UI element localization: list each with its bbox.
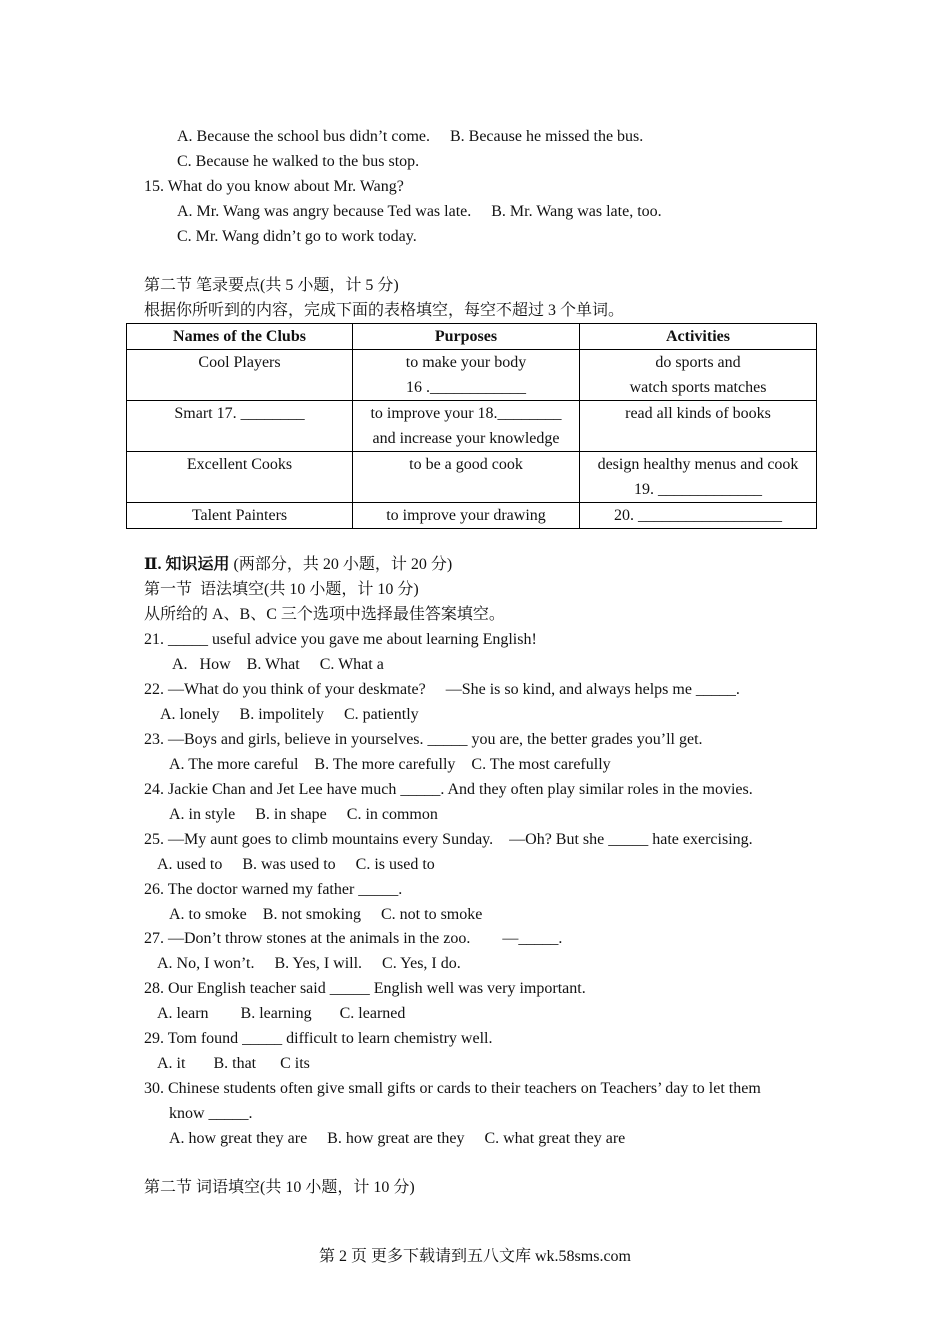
q14-options-line2: C. Because he walked to the bus stop. <box>177 153 420 170</box>
club-purpose <box>353 350 580 401</box>
activity-line: design healthy menus and cook <box>597 456 799 473</box>
table-header-row <box>127 324 817 350</box>
activity-line: do sports and <box>655 354 741 371</box>
purpose-line: and increase your knowledge <box>372 430 560 447</box>
purpose-blank-16: 16 .____________ <box>406 379 526 396</box>
purpose-blank-18: to improve your 18.________ <box>370 405 562 422</box>
part2-heading <box>144 552 452 577</box>
table-row <box>127 452 817 503</box>
q26-options: A. to smoke B. not smoking C. not to smoke <box>169 906 483 923</box>
club-name: Excellent Cooks <box>127 452 353 503</box>
q28-stem: 28. Our English teacher said _____ English well was very important. <box>144 980 586 997</box>
activity-blank-20: 20. __________________ <box>580 503 817 529</box>
part2-title: Ⅱ. 知识运用 <box>144 556 230 573</box>
club-activity <box>580 350 817 401</box>
header-activities: Activities <box>580 324 817 350</box>
part2-title-note: (两部分，共 20 小题，计 20 分) <box>233 556 453 573</box>
section2-instruction: 根据你所听到的内容，完成下面的表格填空，每空不超过 3 个单词。 <box>144 302 625 319</box>
purpose-line: to be a good cook <box>409 456 523 473</box>
q21-stem: 21. _____ useful advice you gave me about learning English! <box>144 631 537 648</box>
club-name: Talent Painters <box>127 503 353 529</box>
clubs-table <box>126 323 817 529</box>
activity-line: watch sports matches <box>629 379 767 396</box>
q28-options: A. learn B. learning C. learned <box>157 1005 406 1022</box>
club-activity <box>580 401 817 452</box>
q22-stem: 22. —What do you think of your deskmate? —She is so kind, and always helps me _____. <box>144 681 740 698</box>
q29-options: A. it B. that C its <box>157 1055 310 1072</box>
sec1-title: 第一节 语法填空(共 10 小题，计 10 分) <box>144 581 419 598</box>
header-names: Names of the Clubs <box>127 324 353 350</box>
q24-options: A. in style B. in shape C. in common <box>169 806 438 823</box>
q26-stem: 26. The doctor warned my father _____. <box>144 881 403 898</box>
activity-line: read all kinds of books <box>625 405 771 422</box>
purpose-line: to make your body <box>405 354 527 371</box>
sec2-title: 第二节 词语填空(共 10 小题，计 10 分) <box>144 1179 415 1196</box>
q21-options: A. How B. What C. What a <box>172 656 384 673</box>
q27-options: A. No, I won’t. B. Yes, I will. C. Yes, I do. <box>157 955 461 972</box>
q15-stem: 15. What do you know about Mr. Wang? <box>144 178 404 195</box>
q15-options-line1: A. Mr. Wang was angry because Ted was late. B. Mr. Wang was late, too. <box>177 203 662 220</box>
table-row <box>127 503 817 529</box>
q14-options-line1: A. Because the school bus didn’t come. B. Because he missed the bus. <box>177 128 644 145</box>
club-activity <box>580 452 817 503</box>
sec1-instruction: 从所给的 A、B、C 三个选项中选择最佳答案填空。 <box>144 606 505 623</box>
club-purpose <box>353 452 580 503</box>
club-name: Cool Players <box>127 350 353 401</box>
header-purposes: Purposes <box>353 324 580 350</box>
q22-options: A. lonely B. impolitely C. patiently <box>160 706 419 723</box>
q24-stem: 24. Jackie Chan and Jet Lee have much _____. And they often play similar roles in the movies. <box>144 781 753 798</box>
q30-stem-continued: know _____. <box>169 1105 253 1122</box>
q25-stem: 25. —My aunt goes to climb mountains every Sunday. —Oh? But she _____ hate exercising. <box>144 831 753 848</box>
table-row <box>127 401 817 452</box>
activity-blank-19: 19. _____________ <box>634 481 762 498</box>
club-purpose <box>353 401 580 452</box>
q29-stem: 29. Tom found _____ difficult to learn chemistry well. <box>144 1030 493 1047</box>
club-purpose: to improve your drawing <box>353 503 580 529</box>
q15-options-line2: C. Mr. Wang didn’t go to work today. <box>177 228 417 245</box>
page-footer: 第 2 页 更多下载请到五八文库 wk.58sms.com <box>318 1248 631 1265</box>
q23-stem: 23. —Boys and girls, believe in yourselves. _____ you are, the better grades you’ll get. <box>144 731 703 748</box>
q23-options: A. The more careful B. The more carefully C. The most carefully <box>169 756 611 773</box>
table-row <box>127 350 817 401</box>
q30-options: A. how great they are B. how great are they C. what great they are <box>169 1130 626 1147</box>
q30-stem: 30. Chinese students often give small gifts or cards to their teachers on Teachers’ day to let them <box>144 1080 761 1097</box>
club-name-blank-17: Smart 17. ________ <box>127 401 353 452</box>
q27-stem: 27. —Don’t throw stones at the animals in the zoo. —_____. <box>144 930 563 947</box>
section2-title: 第二节 笔录要点(共 5 小题，计 5 分) <box>144 277 399 294</box>
q25-options: A. used to B. was used to C. is used to <box>157 856 435 873</box>
